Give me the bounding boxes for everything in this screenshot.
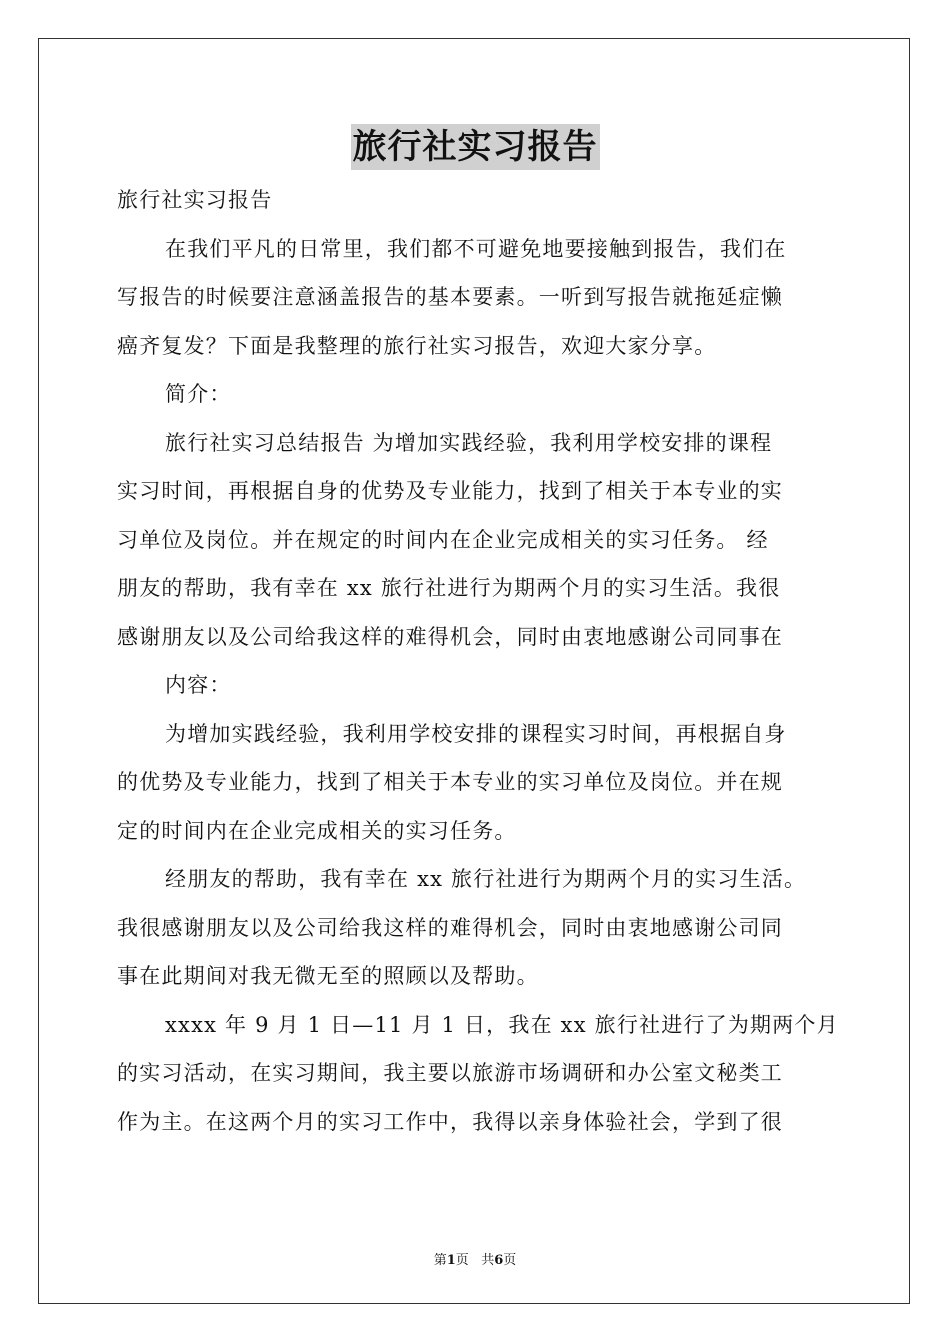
title-wrapper — [0, 124, 950, 170]
body-line: 旅行社实习报告 — [117, 188, 273, 212]
body-line: 朋友的帮助，我有幸在 xx 旅行社进行为期两个月的实习生活。我很 — [117, 576, 781, 600]
page-footer — [0, 1249, 950, 1268]
body-line: 感谢朋友以及公司给我这样的难得机会，同时由衷地感谢公司同事在 — [117, 624, 783, 649]
footer-total-prefix: 共 — [481, 1253, 495, 1268]
body-line: 在我们平凡的日常里，我们都不可避免地要接触到报告，我们在 — [165, 236, 787, 261]
footer-total-suffix: 页 — [503, 1253, 517, 1268]
body-line: 为增加实践经验，我利用学校安排的课程实习时间，再根据自身 — [165, 721, 787, 746]
body-line: 的优势及专业能力，找到了相关于本专业的实习单位及岗位。并在规 — [117, 770, 783, 794]
body-line: 事在此期间对我无微无至的照顾以及帮助。 — [117, 964, 539, 988]
body-line: 定的时间内在企业完成相关的实习任务。 — [117, 818, 517, 843]
body-line: 旅行社实习总结报告 为增加实践经验，我利用学校安排的课程 — [165, 430, 773, 455]
footer-page-number: 1 — [446, 1253, 456, 1268]
body-line: 的实习活动，在实习期间，我主要以旅游市场调研和办公室文秘类工 — [117, 1061, 783, 1085]
body-line: 写报告的时候要注意涵盖报告的基本要素。一听到写报告就拖延症懒 — [117, 285, 783, 309]
body-line: 简介： — [165, 382, 232, 406]
footer-page-suffix: 页 — [455, 1253, 469, 1268]
body-line: 经朋友的帮助，我有幸在 xx 旅行社进行为期两个月的实习生活。 — [165, 867, 807, 891]
body-line: xxxx 年 9 月 1 日—11 月 1 日，我在 xx 旅行社进行了为期两个月 — [165, 1012, 839, 1037]
document-title: 旅行社实习报告 — [351, 124, 600, 170]
footer-page-prefix: 第 — [433, 1253, 447, 1268]
body-line: 实习时间，再根据自身的优势及专业能力，找到了相关于本专业的实 — [117, 479, 783, 503]
body-line: 我很感谢朋友以及公司给我这样的难得机会，同时由衷地感谢公司同 — [117, 915, 783, 940]
document-body — [117, 176, 837, 1146]
body-line: 作为主。在这两个月的实习工作中，我得以亲身体验社会，学到了很 — [117, 1109, 783, 1134]
footer-total-pages: 6 — [494, 1253, 504, 1268]
body-line: 内容： — [165, 673, 232, 697]
body-line: 习单位及岗位。并在规定的时间内在企业完成相关的实习任务。 经 — [117, 527, 769, 552]
body-line: 癌齐复发？下面是我整理的旅行社实习报告，欢迎大家分享。 — [117, 333, 717, 358]
